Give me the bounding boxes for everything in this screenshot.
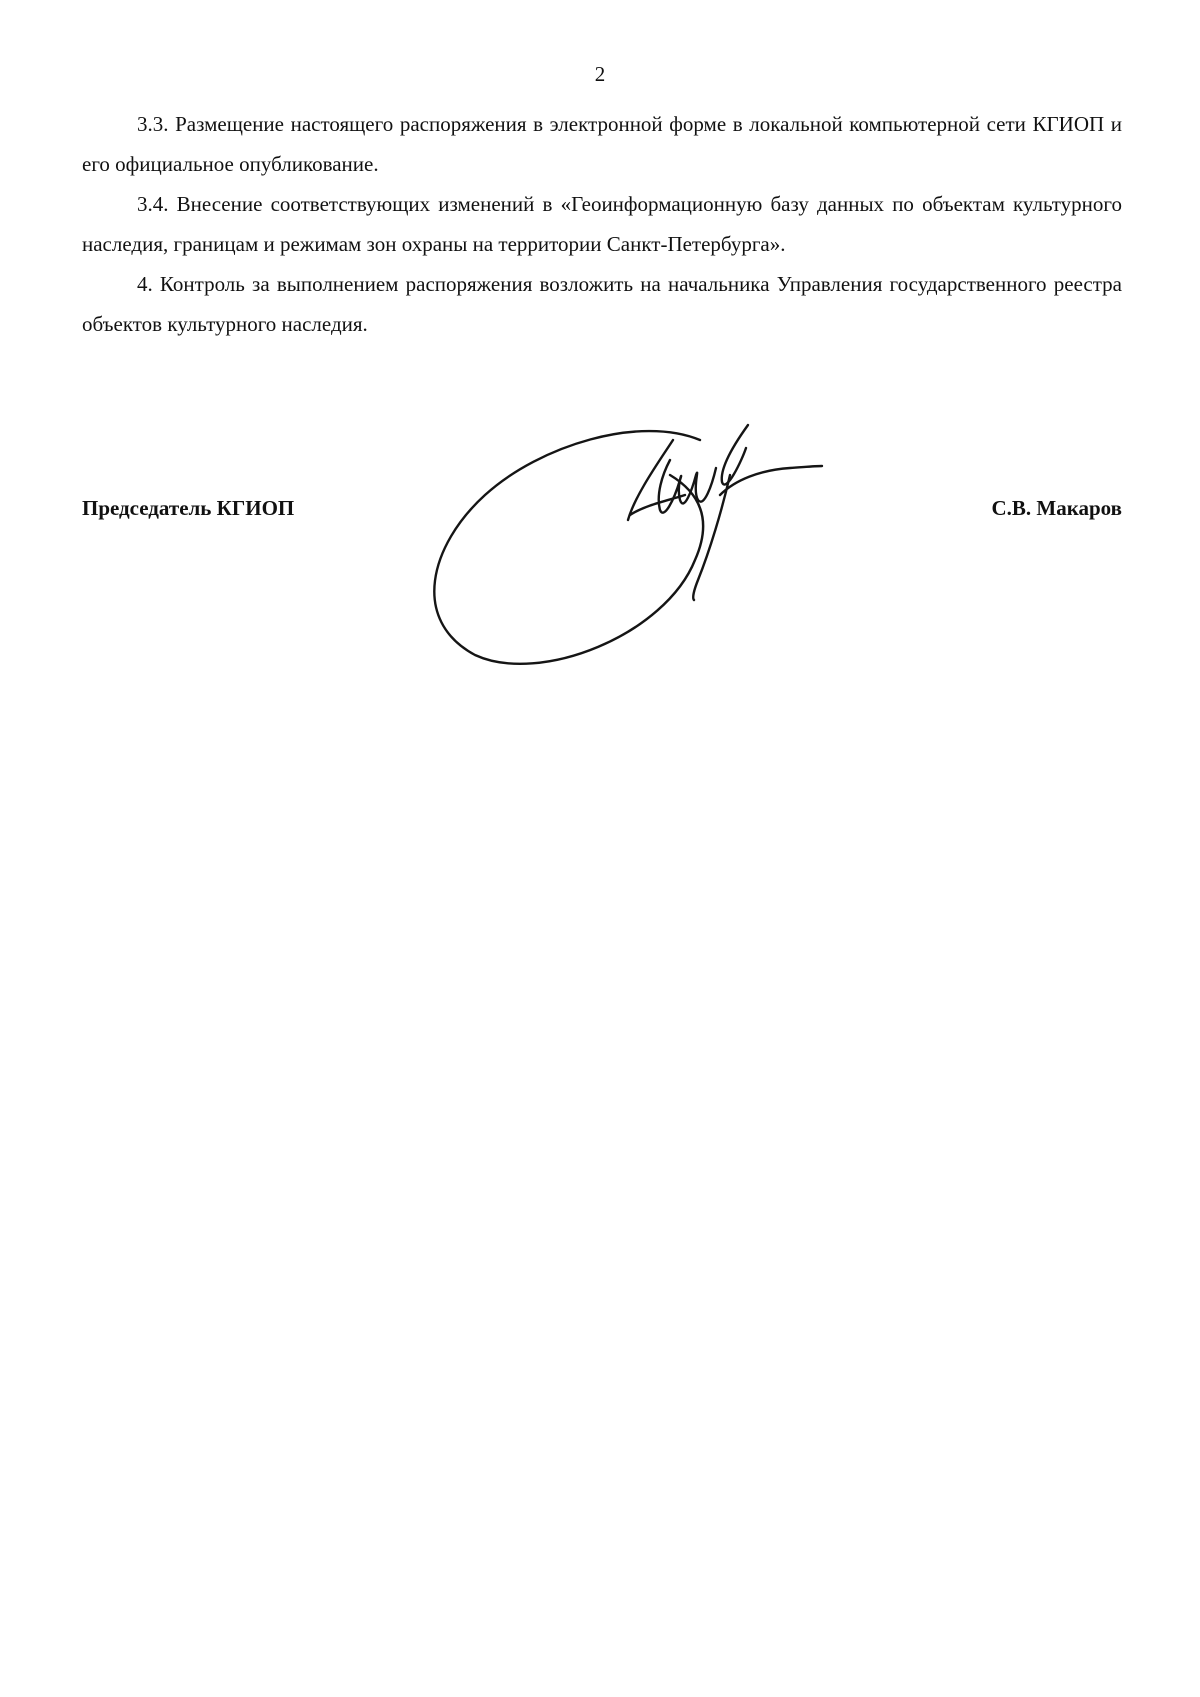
signer-name: С.В. Макаров <box>991 496 1122 520</box>
handwritten-signature <box>430 420 870 680</box>
paragraph-3-4: 3.4. Внесение соответствующих изменений в «Геоинформационную базу данных по объектам культурного наследия, границам и режимам зон охраны на территории Санкт-Петербурга». <box>82 192 1122 256</box>
paragraph-3-3: 3.3. Размещение настоящего распоряжения в электронной форме в локальной компьютерной сети КГИОП и его официальное опубликование. <box>82 112 1122 176</box>
document-body <box>82 104 1122 344</box>
paragraph-4: 4. Контроль за выполнением распоряжения возложить на начальника Управления государственного реестра объектов культурного наследия. <box>82 272 1122 336</box>
page-number: 2 <box>594 62 606 86</box>
signer-position: Председатель КГИОП <box>82 496 295 520</box>
